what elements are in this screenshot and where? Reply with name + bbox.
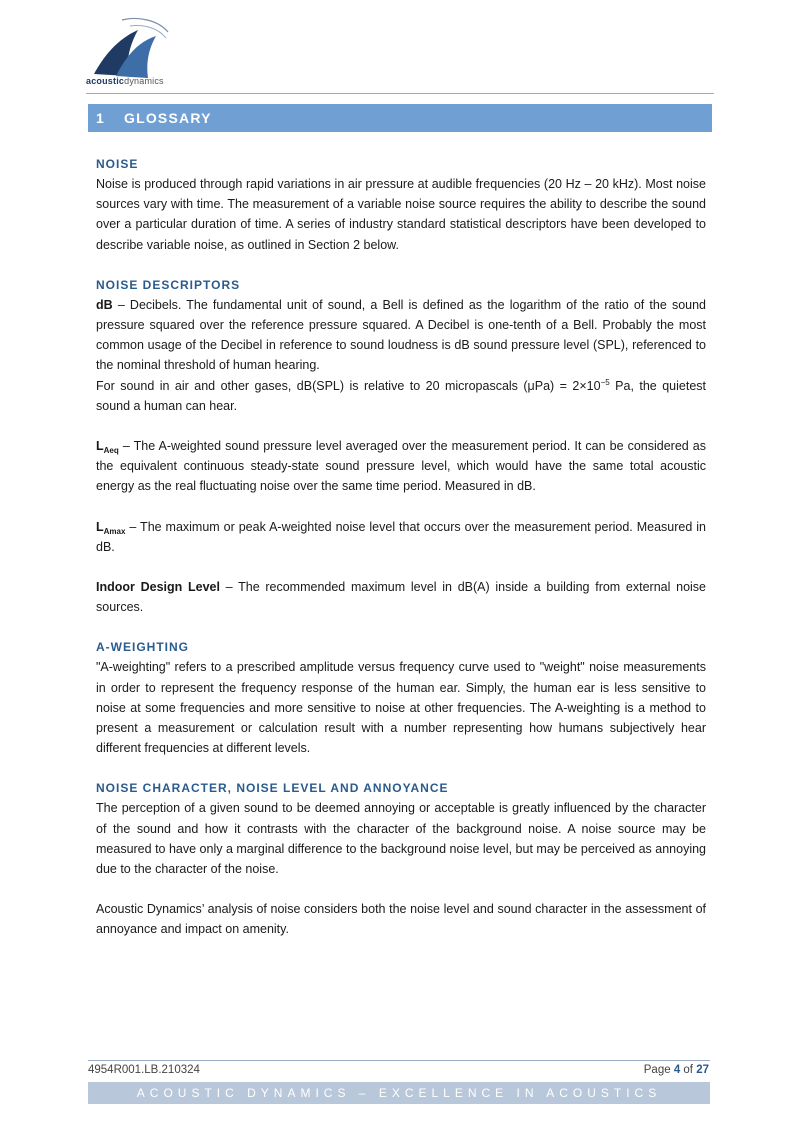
paragraph-db-spl: For sound in air and other gases, dB(SPL) is relative to 20 micropascals $(\mu Pa) = 2\times 10^{-5}$ Pa, the quietest sound a human can hear.	[96, 377, 706, 413]
footer-rule	[88, 1060, 710, 1061]
page-number: Page 4 of 27	[643, 1064, 709, 1076]
document-body	[96, 154, 706, 940]
section-number: 1	[96, 110, 105, 126]
section-title: GLOSSARY	[124, 110, 212, 126]
footer-tagline: ACOUSTIC DYNAMICS – EXCELLENCE IN ACOUSTICS	[88, 1082, 710, 1104]
document-reference: 4954R001.LB.210324	[88, 1064, 200, 1076]
paragraph-noise: Noise is produced through rapid variations in air pressure at audible frequencies (20 Hz – 20 kHz). Most noise sources vary with time. The measurement of a variable noise source requires the ability to describe the sound over a particular duration of time. A series of industry standard statistical descriptors have been developed to describe variable noise, as outlined in Section 2 below.	[96, 177, 706, 252]
header-rule	[86, 93, 714, 94]
heading-a-weighting: A-WEIGHTING	[96, 640, 189, 655]
logo-wordmark: acousticdynamics	[86, 76, 164, 86]
paragraph-a-weighting: "A-weighting" refers to a prescribed amplitude versus frequency curve used to "weight" noise measurements in order to represent the frequency response of the human ear. Simply, the human ear is less sensitive to noise at some frequencies and more sensitive to noise at other frequencies. The A-weighting is a method to present a measurement or calculation result with a number representing how humans subjectively hear different frequencies at different levels.	[96, 660, 706, 756]
term-lamax: $L_{Amax}$	[96, 519, 126, 536]
paragraph-laeq: $L_{Aeq}$ – The A-weighted sound pressure level averaged over the measurement period. It can be considered as the equivalent continuous steady-state sound pressure level, which would have the same total acoustic energy as the real fluctuating noise over the same time period. Measured in dB.	[96, 439, 706, 494]
term-db: dB	[96, 297, 113, 312]
heading-noise-character: NOISE CHARACTER, NOISE LEVEL AND ANNOYANCE	[96, 781, 449, 796]
paragraph-indoor-design-level: Indoor Design Level – The recommended maximum level in dB(A) inside a building from external noise sources.	[96, 580, 706, 615]
paragraph-db: dB – Decibels. The fundamental unit of sound, a Bell is defined as the logarithm of the ratio of the sound pressure squared over the reference pressure squared. A Decibel is one-tenth of a Bell. Probably the most common usage of the Decibel in reference to sound loudness is dB sound pressure level (SPL), referenced to the nominal threshold of human hearing.	[96, 297, 706, 373]
paragraph-noise-character: The perception of a given sound to be deemed annoying or acceptable is greatly influenced by the character of the sound and how it contrasts with the character of the background noise. A noise source may be measured to have only a marginal difference to the background noise level, but may be perceived as annoying due to the character of the noise.	[96, 801, 706, 877]
paragraph-analysis: Acoustic Dynamics’ analysis of noise considers both the noise level and sound character in the assessment of annoyance and impact on amenity.	[96, 902, 706, 937]
heading-noise-descriptors: NOISE DESCRIPTORS	[96, 277, 241, 292]
term-laeq: $L_{Aeq}$	[96, 439, 119, 456]
exponent: −5	[600, 377, 610, 387]
heading-noise: NOISE	[96, 157, 139, 171]
section-title-bar	[88, 104, 712, 132]
paragraph-lamax: $L_{Amax}$ – The maximum or peak A-weighted noise level that occurs over the measurement period. Measured in dB.	[96, 519, 706, 554]
term-indoor-design-level: Indoor Design Level	[96, 580, 220, 595]
